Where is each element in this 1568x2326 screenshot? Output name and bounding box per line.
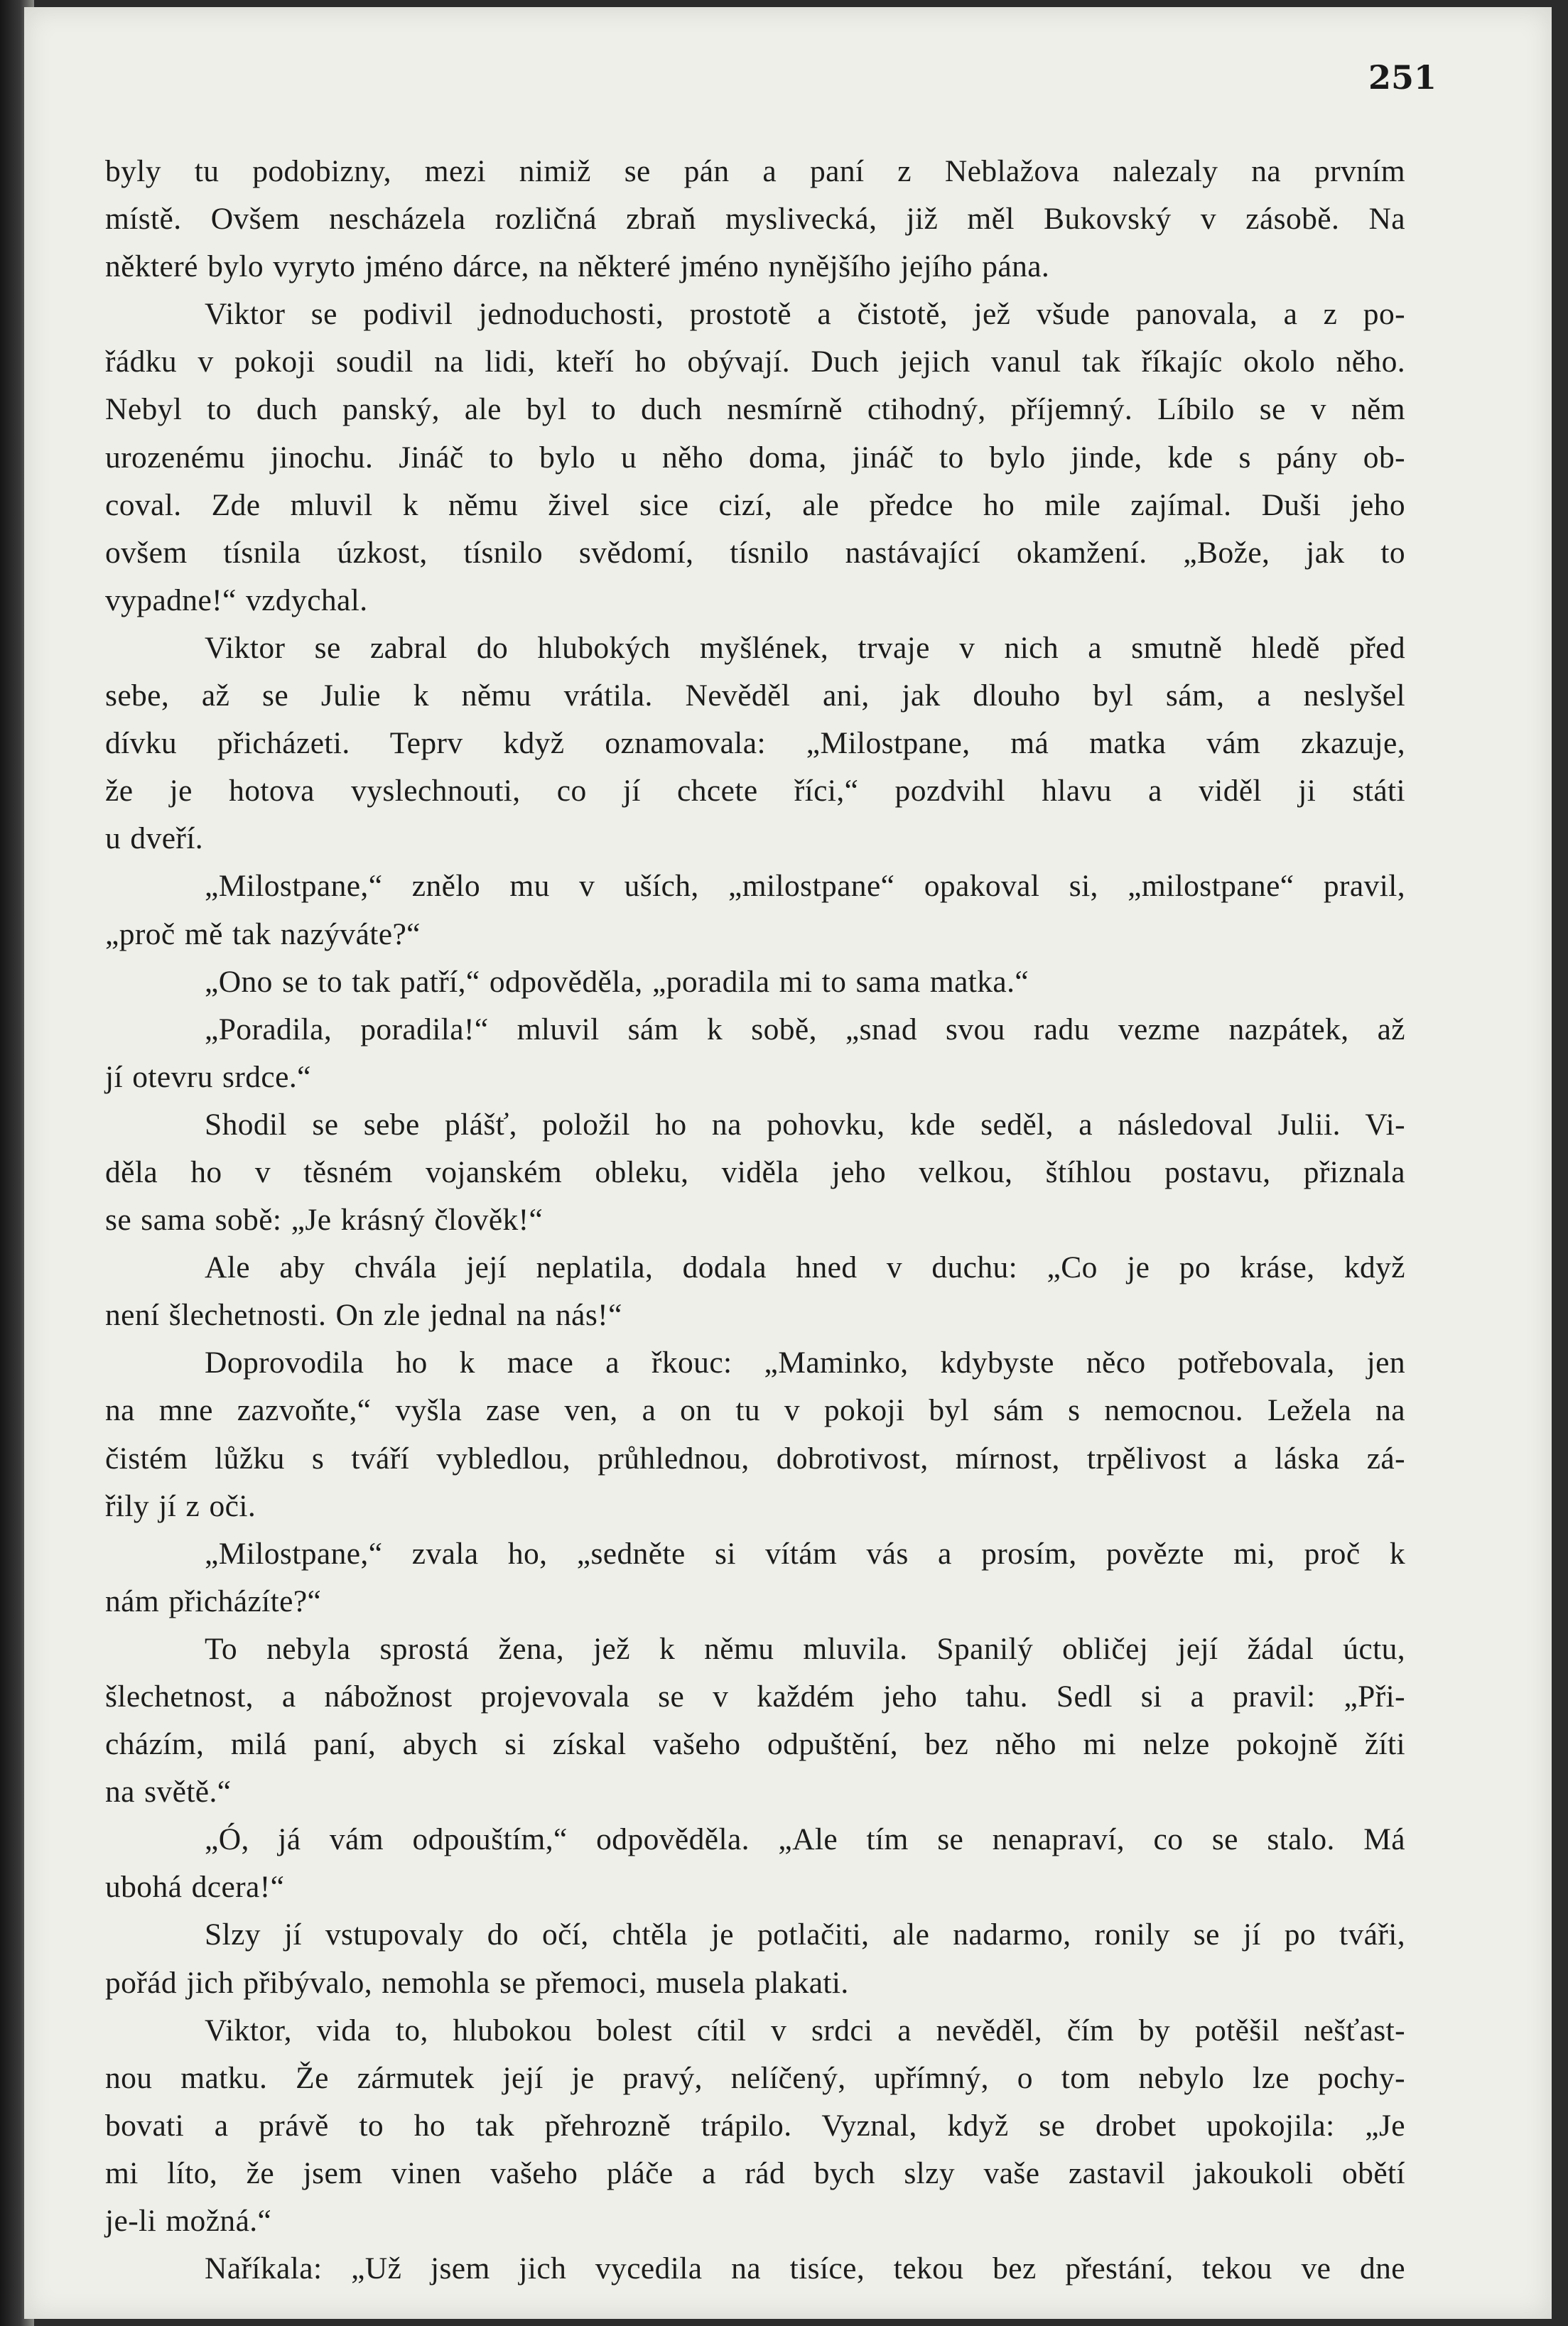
text-line: na světě.“ <box>105 1775 232 1810</box>
page-number: 251 <box>1368 58 1437 97</box>
book-page <box>24 7 1552 2319</box>
text-line: Ale aby chvála její neplatila, dodala hned v duchu: „Co je po kráse, když <box>205 1250 1405 1285</box>
text-line: cházím, milá paní, abych si získal vašeho odpuštění, bez něho mi nelze pokojně žíti <box>105 1727 1405 1762</box>
text-line: některé bylo vyryto jméno dárce, na některé jméno nynějšího jejího pána. <box>105 249 1050 284</box>
text-line: „Ono se to tak patří,“ odpověděla, „poradila mi to sama matka.“ <box>205 964 1029 999</box>
text-line: místě. Ovšem nescházela rozličná zbraň myslivecká, již měl Bukovský v zásobě. Na <box>105 202 1405 237</box>
text-line: byly tu podobizny, mezi nimiž se pán a paní z Neblažova nalezaly na prvním <box>105 154 1405 188</box>
text-line: ovšem tísnila úzkost, tísnilo svědomí, tísnilo nastávající okamžení. „Bože, jak to <box>105 535 1405 570</box>
text-line: nám přicházíte?“ <box>105 1584 322 1618</box>
text-line: Slzy jí vstupovaly do očí, chtěla je potlačiti, ale nadarmo, ronily se jí po tváři, <box>205 1917 1405 1952</box>
text-line: vypadne!“ vzdychal. <box>105 583 368 617</box>
text-line: šlechetnost, a nábožnost projevovala se v každém jeho tahu. Sedl si a pravil: „Při- <box>105 1679 1405 1714</box>
text-line: Shodil se sebe plášť, položil ho na pohovku, kde seděl, a následoval Julii. Vi- <box>205 1107 1405 1142</box>
page-text-body <box>105 148 1405 2293</box>
text-line: Viktor se zabral do hlubokých myšlének, trvaje v nich a smutně hledě před <box>205 630 1405 665</box>
text-line: Naříkala: „Už jsem jich vycedila na tisíce, tekou bez přestání, tekou ve dne <box>205 2251 1405 2286</box>
text-line: urozenému jinochu. Jináč to bylo u něho doma, jináč to bylo jinde, kde s pány ob- <box>105 440 1405 475</box>
text-line: sebe, až se Julie k němu vrátila. Nevěděl ani, jak dlouho byl sám, a neslyšel <box>105 678 1405 713</box>
text-line: bovati a právě to ho tak přehrozně trápilo. Vyznal, když se drobet upokojila: „Je <box>105 2108 1405 2143</box>
text-line: nou matku. Že zármutek její je pravý, nelíčený, upřímný, o tom nebylo lze pochy- <box>105 2060 1405 2095</box>
text-line: dívku přicházeti. Teprv když oznamovala: „Milostpane, má matka vám zkazuje, <box>105 726 1405 761</box>
text-line: mi líto, že jsem vinen vašeho pláče a rád bych slzy vaše zastavil jakoukoli obětí <box>105 2155 1405 2190</box>
text-line: Doprovodila ho k mace a řkouc: „Maminko, kdybyste něco potřebovala, jen <box>205 1346 1405 1380</box>
text-line: „Poradila, poradila!“ mluvil sám k sobě, „snad svou radu vezme nazpátek, až <box>205 1012 1405 1046</box>
text-line: Viktor, vida to, hlubokou bolest cítil v srdci a nevěděl, čím by potěšil nešťast- <box>205 2013 1405 2048</box>
text-line: řádku v pokoji soudil na lidi, kteří ho obývají. Duch jejich vanul tak říkajíc okolo něho. <box>105 345 1405 379</box>
text-line: Nebyl to duch panský, ale byl to duch nesmírně ctihodný, příjemný. Líbilo se v něm <box>105 392 1405 427</box>
text-line: u dveří. <box>105 821 204 856</box>
text-line: Viktor se podivil jednoduchosti, prostotě a čistotě, jež všude panovala, a z po- <box>205 297 1405 332</box>
text-line: řily jí z oči. <box>105 1488 256 1523</box>
text-line: jí otevru srdce.“ <box>105 1059 311 1094</box>
text-line: pořád jich přibývalo, nemohla se přemoci, musela plakati. <box>105 1965 849 2000</box>
text-line: „Milostpane,“ znělo mu v uších, „milostpane“ opakoval si, „milostpane“ pravil, <box>205 869 1405 904</box>
text-line: čistém lůžku s tváří vybledlou, průhlednou, dobrotivost, mírnost, trpělivost a láska zá- <box>105 1441 1405 1476</box>
text-line: není šlechetnosti. On zle jednal na nás!“ <box>105 1298 622 1333</box>
text-line: se sama sobě: „Je krásný člověk!“ <box>105 1203 544 1238</box>
text-line: „proč mě tak nazýváte?“ <box>105 916 421 951</box>
text-line: děla ho v těsném vojanském obleku, viděla jeho velkou, štíhlou postavu, přiznala <box>105 1154 1405 1189</box>
text-line: je-li možná.“ <box>105 2204 272 2239</box>
text-line: coval. Zde mluvil k němu živel sice cizí, ale předce ho mile zajímal. Duši jeho <box>105 487 1405 522</box>
text-line: že je hotova vyslechnouti, co jí chcete říci,“ pozdvihl hlavu a viděl ji státi <box>105 774 1405 808</box>
text-line: „Milostpane,“ zvala ho, „sedněte si vítám vás a prosím, povězte mi, proč k <box>205 1536 1405 1571</box>
text-line: „Ó, já vám odpouštím,“ odpověděla. „Ale tím se nenapraví, co se stalo. Má <box>205 1822 1405 1857</box>
text-line: na mne zazvoňte,“ vyšla zase ven, a on tu v pokoji byl sám s nemocnou. Ležela na <box>105 1393 1405 1428</box>
text-line: To nebyla sprostá žena, jež k němu mluvila. Spanilý obličej její žádal úctu, <box>205 1631 1405 1666</box>
text-line: ubohá dcera!“ <box>105 1870 285 1905</box>
